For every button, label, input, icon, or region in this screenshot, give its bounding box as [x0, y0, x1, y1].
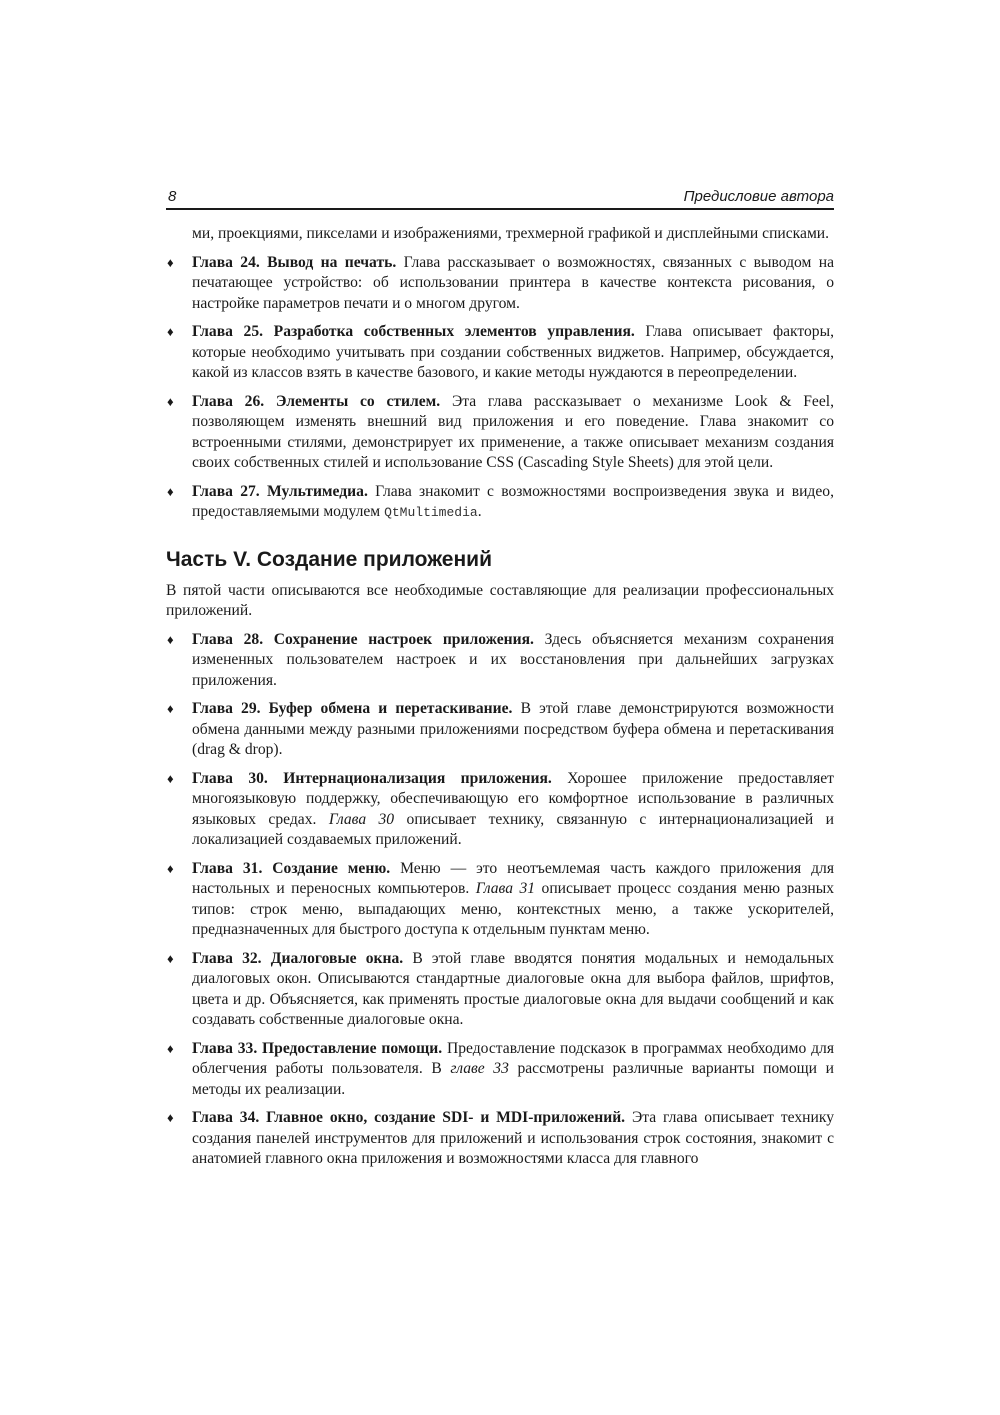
- chapter-item-32: [166, 949, 834, 1031]
- part-intro: В пятой части описываются все необходимые составляющие для реализации профессиональных приложений.: [166, 581, 834, 619]
- page-header: [166, 186, 834, 210]
- chapter-title: Глава 24. Вывод на печать.: [192, 253, 397, 271]
- chapter-title: Глава 26. Элементы со стилем.: [192, 392, 441, 410]
- chapter-item-33: [166, 1039, 834, 1101]
- diamond-bullet-icon: ♦: [167, 860, 174, 876]
- running-title: Предисловие автора: [683, 188, 834, 205]
- chapter-title: Глава 27. Мультимедиа.: [192, 482, 368, 500]
- diamond-bullet-icon: ♦: [167, 950, 174, 966]
- chapter-description: Глава знакомит с возможностями воспроизведения звука и видео, предоставляемыми модулем: [192, 482, 834, 520]
- diamond-bullet-icon: ♦: [167, 770, 174, 786]
- chapter-item-31: [166, 859, 834, 941]
- chapter-item-27: [166, 482, 834, 524]
- chapter-title: Глава 34. Главное окно, создание SDI- и MDI-приложений.: [192, 1109, 626, 1126]
- chapter-description: В этой главе вводятся понятия модальных и немодальных диалоговых окон. Описываются стандартные диалоговые окна для выбора файлов, шрифтов, цвета и др. Объясняется, как применять простые диалоговые окна для выдачи сообщений и как создавать собственные диалоговые окна.: [192, 949, 835, 1028]
- diamond-bullet-icon: ♦: [167, 254, 174, 270]
- chapter-description-tail: .: [477, 503, 482, 520]
- chapter-title: Глава 28. Сохранение настроек приложения.: [192, 630, 534, 648]
- chapter-description-cont: рассмотрены различные варианты помощи и методы их реализации.: [192, 1060, 834, 1098]
- page-number: 8: [168, 188, 177, 205]
- chapter-description: Хорошее приложение предоставляет многоязыковую поддержку, обеспечивающую его комфортное использование в различных языковых средах.: [192, 769, 834, 828]
- diamond-bullet-icon: ♦: [167, 324, 174, 339]
- chapter-item-28: [166, 630, 834, 692]
- page-content: [166, 224, 834, 1178]
- chapter-item-26: [166, 392, 834, 474]
- chapter-item-29: [166, 699, 834, 761]
- chapter-reference: Глава 30: [328, 810, 395, 828]
- chapter-title: Глава 30. Интернационализация приложения.: [192, 769, 552, 787]
- chapter-reference: главе 33: [450, 1060, 509, 1077]
- chapter-title: Глава 29. Буфер обмена и перетаскивание.: [192, 700, 513, 717]
- diamond-bullet-icon: ♦: [167, 631, 174, 647]
- chapter-description-cont: описывает технику, связанную с интернационализацией и локализацией создаваемых приложений.: [192, 810, 834, 848]
- diamond-bullet-icon: ♦: [167, 393, 174, 409]
- diamond-bullet-icon: ♦: [167, 1110, 174, 1125]
- diamond-bullet-icon: ♦: [167, 1040, 174, 1056]
- continued-paragraph: ми, проекциями, пикселами и изображениями, трехмерной графикой и дисплейными списками.: [192, 225, 830, 242]
- chapter-description: Предоставление подсказок в программах необходимо для облегчения работы пользователя. В: [192, 1039, 834, 1077]
- chapter-description-cont: описывает процесс создания меню разных типов: строк меню, выпадающих меню, контекстных меню, а также ускорителей, предназначенных для быстрого доступа к отдельным пунктам меню.: [192, 880, 835, 938]
- chapter-description: Эта глава описывает технику создания панелей инструментов для приложений и использования строк состояния, знакомит с анатомией главного окна приложения и возможностями класса для главного: [192, 1109, 834, 1167]
- chapter-description: Глава рассказывает о возможностях, связанных с выводом на печатающее устройство: об использовании принтера в качестве контекста рисования, о настройке параметров печати и о многом другом.: [192, 253, 834, 312]
- diamond-bullet-icon: ♦: [167, 483, 174, 499]
- chapter-description: Глава описывает факторы, которые необходимо учитывать при создании собственных виджетов. Например, обсуждается, какой из классов взять в качестве базового, и какие методы нуждаются в переопределении.: [192, 323, 834, 381]
- chapter-title: Глава 31. Создание меню.: [192, 859, 391, 877]
- chapter-title: Глава 32. Диалоговые окна.: [192, 949, 404, 967]
- chapter-title: Глава 33. Предоставление помощи.: [192, 1039, 443, 1057]
- chapter-reference: Глава 31: [475, 880, 536, 897]
- chapter-description: Меню — это неотъемлемая часть каждого приложения для настольных и переносных компьютеров.: [192, 859, 835, 897]
- module-name-code: QtMultimedia: [384, 505, 478, 520]
- chapter-description: В этой главе демонстрируются возможности обмена данными между разными приложениями посредством буфера обмена и перетаскивания (drag & drop).: [192, 700, 834, 758]
- chapter-title: Глава 25. Разработка собственных элементов управления.: [192, 323, 635, 340]
- chapter-description: Здесь объясняется механизм сохранения измененных пользователем настроек и их восстановления при дальнейших загрузках приложения.: [192, 630, 834, 689]
- diamond-bullet-icon: ♦: [167, 701, 174, 716]
- chapter-description: Эта глава рассказывает о механизме Look & Feel, позволяющем изменять внешний вид приложения и его поведение. Глава знакомит со встроенными стилями, демонстрирует их применение, а также описывает механизм создания своих собственных стилей и использование CSS (Cascading Style Sheets) для этой цели.: [192, 392, 834, 471]
- chapter-item-25: [166, 322, 834, 384]
- chapter-item-24: [166, 253, 834, 315]
- chapter-item-34: [166, 1108, 834, 1170]
- chapter-item-30: [166, 769, 834, 851]
- part-heading: Часть V. Создание приложений: [166, 547, 492, 571]
